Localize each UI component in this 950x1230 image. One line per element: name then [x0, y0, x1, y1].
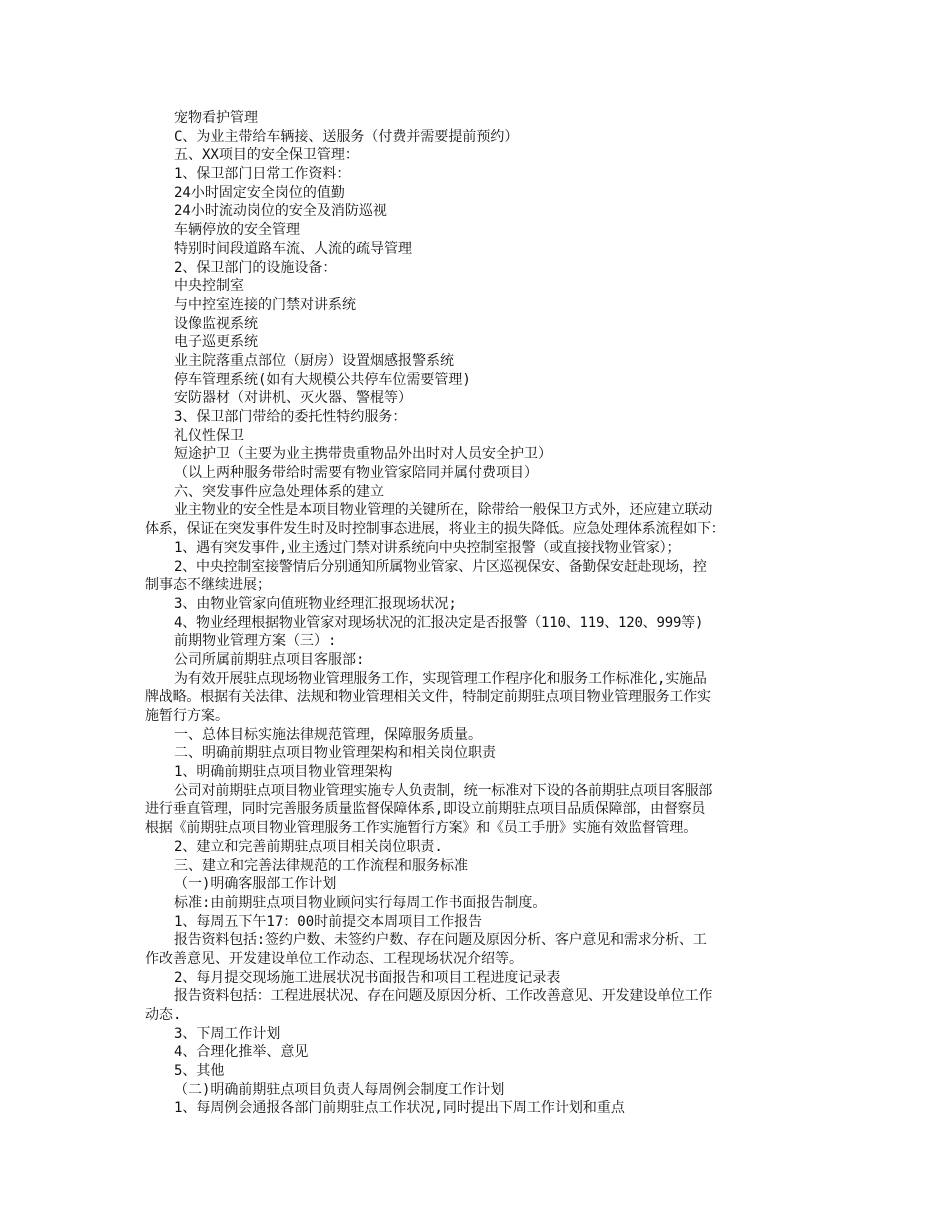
document-line: 三、建立和完善法律规范的工作流程和服务标准 [174, 857, 468, 874]
document-line: 业主院落重点部位（厨房）设置烟感报警系统 [174, 352, 454, 369]
document-line: （二)明确前期驻点项目负责人每周例会制度工作计划 [174, 1081, 505, 1098]
document-line: 进行垂直管理，同时完善服务质量监督保障体系,即设立前期驻点项目品质保障部，由督察员 [145, 801, 706, 818]
document-line: 电子巡更系统 [174, 334, 258, 351]
document-line: 施暂行方案。 [145, 708, 229, 724]
document-line: 5、其他 [174, 1063, 225, 1080]
document-line: 五、XX项目的安全保卫管理： [174, 147, 359, 164]
document-line: 六、突发事件应急处理体系的建立 [174, 483, 384, 500]
document-line: 2、建立和完善前期驻点项目相关岗位职责. [174, 838, 443, 855]
document-line: 停车管理系统(如有大规模公共停车位需要管理) [174, 371, 471, 388]
document-line: 中央控制室 [174, 278, 244, 295]
document-line: 报告资料包括：工程进展状况、存在问题及原因分析、工作改善意见、开发建设单位工作 [174, 988, 713, 1005]
document-line: 与中控室连接的门禁对讲系统 [174, 296, 356, 313]
document-line: 业主物业的安全性是本项目物业管理的关键所在，除带给一般保卫方式外，还应建立联动 [174, 502, 713, 519]
document-line: 体系，保证在突发事件发生时及时控制事态进展，将业主的损失降低。应急处理体系流程如下： [145, 521, 725, 538]
document-body [0, 109, 950, 1118]
document-line: 动态. [145, 1007, 182, 1023]
document-line: 牌战略。根据有关法律、法规和物业管理相关文件，特制定前期驻点项目物业管理服务工作实 [145, 689, 711, 706]
document-line: 1、每周例会通报各部门前期驻点工作状况,同时提出下周工作计划和重点 [174, 1100, 625, 1117]
document-line: 公司所属前期驻点项目客服部: [174, 651, 365, 668]
document-line: 宠物看护管理 [174, 110, 258, 126]
document-line: 4、物业经理根据物业管家对现场状况的汇报决定是否报警（110、119、120、999等) [174, 614, 704, 631]
document-line: 3、由物业管家向值班物业经理汇报现场状况; [174, 595, 457, 612]
document-line: 24小时流动岗位的安全及消防巡视 [174, 203, 387, 220]
document-line: 制事态不继续进展； [145, 577, 271, 594]
document-line: 2、保卫部门的设施设备： [174, 259, 337, 276]
document-line: （一)明确客服部工作计划 [174, 876, 337, 893]
document-line: 公司对前期驻点项目物业管理实施专人负责制，统一标准对下设的各前期驻点项目客服部 [174, 782, 713, 799]
document-line: 根据《前期驻点项目物业管理服务工作实施暂行方案》和《员工手册》实施有效监督管理。 [145, 820, 697, 837]
document-line: 设像监视系统 [174, 315, 258, 332]
document-line: 2、中央控制室接警情后分别通知所属物业管家、片区巡视保安、备勤保安赶赴现场，控 [174, 558, 707, 575]
document-line: 1、遇有突发事件,业主透过门禁对讲系统向中央控制室报警（或直接找物业管家）； [174, 539, 681, 556]
document-line: 报告资料包括:签约户数、未签约户数、存在问题及原因分析、客户意见和需求分析、工 [174, 932, 707, 949]
document-line: 24小时固定安全岗位的值勤 [174, 184, 345, 201]
document-line: 车辆停放的安全管理 [174, 222, 300, 239]
document-line: 作改善意见、开发建设单位工作动态、工程现场状况介绍等。 [145, 950, 523, 967]
document-line: 前期物业管理方案（三）: [174, 633, 337, 650]
document-line: 1、每周五下午17：00时前提交本周项目工作报告 [174, 913, 483, 930]
document-line: 1、保卫部门日常工作资料： [174, 166, 351, 183]
document-line: C、为业主带给车辆接、送服务（付费并需要提前预约） [174, 128, 519, 145]
document-line: 特别时间段道路车流、人流的疏导管理 [174, 240, 412, 257]
document-line: 标准:由前期驻点项目物业顾问实行每周工作书面报告制度。 [174, 894, 547, 911]
document-line: 3、保卫部门带给的委托性特约服务： [174, 409, 407, 425]
document-line: 2、每月提交现场施工进展状况书面报告和项目工程进度记录表 [174, 969, 561, 986]
document-line: 3、下周工作计划 [174, 1025, 281, 1042]
document-line: 为有效开展驻点现场物业管理服务工作，实现管理工作程序化和服务工作标准化,实施品 [174, 670, 707, 687]
document-line: 一、总体目标实施法律规范管理，保障服务质量。 [174, 726, 482, 743]
document-line: 1、明确前期驻点项目物业管理架构 [174, 764, 393, 781]
document-line: 安防器材（对讲机、灭火器、警棍等） [174, 390, 412, 407]
document-line: （以上两种服务带给时需要有物业管家陪同并属付费项目） [174, 465, 538, 482]
document-line: 短途护卫（主要为业主携带贵重物品外出时对人员安全护卫） [174, 446, 552, 463]
document-line: 礼仪性保卫 [174, 427, 244, 444]
document-line: 4、合理化推举、意见 [174, 1044, 309, 1061]
document-line: 二、明确前期驻点项目物业管理架构和相关岗位职责 [174, 745, 496, 762]
